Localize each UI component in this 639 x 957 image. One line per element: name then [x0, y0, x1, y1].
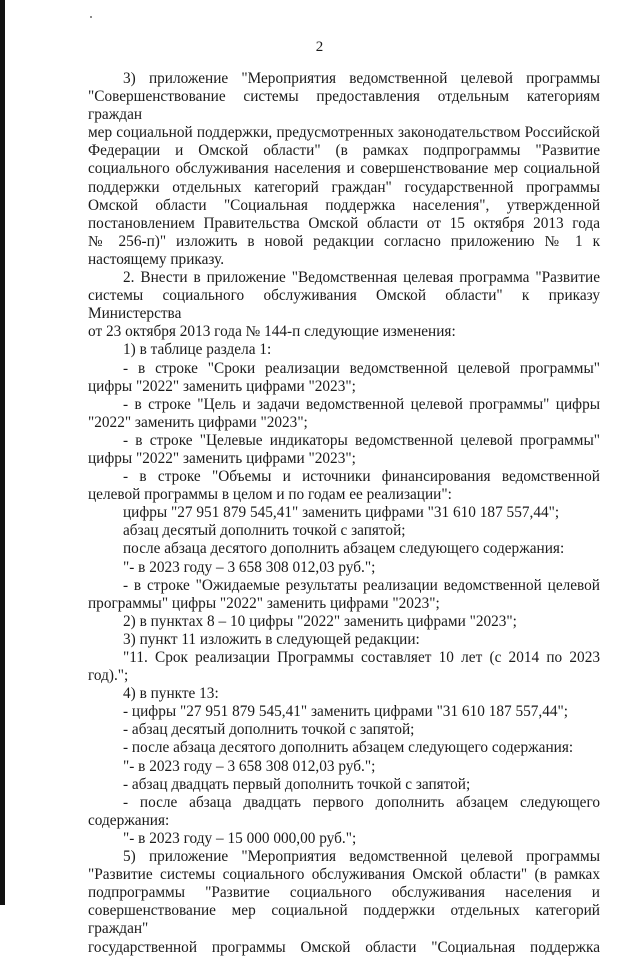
- text-line: цифры "2022" заменить цифрами "2023";: [88, 377, 356, 395]
- text-line: № 256-п)" изложить в новой редакции согласно приложению № 1 к: [88, 232, 600, 250]
- text-line: - в строке "Целевые индикаторы ведомственной целевой программы": [123, 431, 600, 449]
- text-line: 2. Внести в приложение "Ведомственная целевая программа "Развитие: [123, 269, 600, 287]
- text-line: 3) приложение "Мероприятия ведомственной целевой программы: [123, 70, 600, 87]
- text-line: - цифры "27 951 879 545,41" заменить цифрами "31 610 187 557,44";: [123, 703, 569, 721]
- text-line: абзац десятый дополнить точкой с запятой;: [123, 522, 406, 540]
- text-line: программы" цифры "2022" заменить цифрами "2023";: [88, 594, 440, 612]
- text-line: - в строке "Цель и задачи ведомственной целевой программы" цифры: [123, 395, 600, 413]
- text-line: совершенствование мер социальной поддержки отдельных категорий граждан": [88, 902, 600, 938]
- text-line: Федерации и Омской области" (в рамках подпрограммы "Развитие: [88, 142, 600, 160]
- text-line: "2022" заменить цифрами "2023";: [88, 413, 308, 431]
- text-line: 4) в пункте 13:: [123, 685, 219, 703]
- text-line: 5) приложение "Мероприятия ведомственной целевой программы: [123, 848, 600, 866]
- text-line: системы социального обслуживания Омской области" к приказу Министерства: [88, 287, 600, 323]
- text-line: "Развитие системы социального обслуживания Омской области" (в рамках: [88, 866, 600, 884]
- text-line: - абзац двадцать первый дополнить точкой с запятой;: [123, 775, 471, 793]
- text-line: поддержки отдельных категорий граждан" государственной программы: [88, 178, 600, 196]
- text-line: - в строке "Сроки реализации ведомственной целевой программы": [123, 359, 600, 377]
- text-line: 2) в пунктах 8 – 10 цифры "2022" заменить цифрами "2023";: [123, 612, 517, 630]
- text-line: после абзаца десятого дополнить абзацем следующего содержания:: [123, 540, 565, 558]
- scan-left-edge: [0, 0, 5, 905]
- text-line: - в строке "Объемы и источники финансирования ведомственной: [123, 468, 600, 486]
- text-line: - после абзаца десятого дополнить абзацем следующего содержания:: [123, 739, 574, 757]
- text-line: подпрограммы "Развитие социального обслуживания населения и: [88, 884, 600, 902]
- text-line: 3) пункт 11 изложить в следующей редакции:: [123, 630, 420, 648]
- text-line: "- в 2023 году – 3 658 308 012,03 руб.";: [123, 558, 376, 576]
- text-line: цифры "2022" заменить цифрами "2023";: [88, 449, 356, 467]
- text-line: мер социальной поддержки, предусмотренных законодательством Российской: [88, 124, 600, 142]
- text-line: настоящему приказу.: [88, 250, 225, 268]
- text-line: 1) в таблице раздела 1:: [123, 341, 272, 359]
- text-line: содержания:: [88, 811, 170, 829]
- text-line: постановлением Правительства Омской области от 15 октября 2013 года: [88, 214, 600, 232]
- text-line: - после абзаца двадцать первого дополнить абзацем следующего: [123, 793, 600, 811]
- text-line: социального обслуживания населения и совершенствование мер социальной: [88, 160, 600, 178]
- text-line: - абзац десятый дополнить точкой с запятой;: [123, 721, 415, 739]
- text-line: "11. Срок реализации Программы составляет 10 лет (с 2014 по 2023 год).";: [88, 649, 600, 685]
- text-line: цифры "27 951 879 545,41" заменить цифрами "31 610 187 557,44";: [123, 504, 560, 522]
- scan-speck: [90, 16, 92, 18]
- text-line: - в строке "Ожидаемые результаты реализации ведомственной целевой: [123, 576, 600, 594]
- document-body: [88, 70, 600, 957]
- text-line: целевой программы в целом и по годам ее реализации":: [88, 486, 452, 504]
- text-line: "Совершенствование системы предоставления отдельным категориям граждан: [88, 88, 600, 124]
- text-line: от 23 октября 2013 года № 144-п следующие изменения:: [88, 323, 456, 341]
- text-line: "- в 2023 году – 3 658 308 012,03 руб.";: [123, 757, 376, 775]
- page-number: 2: [315, 39, 324, 55]
- text-line: Омской области "Социальная поддержка населения", утвержденной: [88, 196, 600, 214]
- text-line: государственной программы Омской области "Социальная поддержка: [88, 938, 600, 956]
- text-line: "- в 2023 году – 15 000 000,00 руб.";: [123, 829, 357, 847]
